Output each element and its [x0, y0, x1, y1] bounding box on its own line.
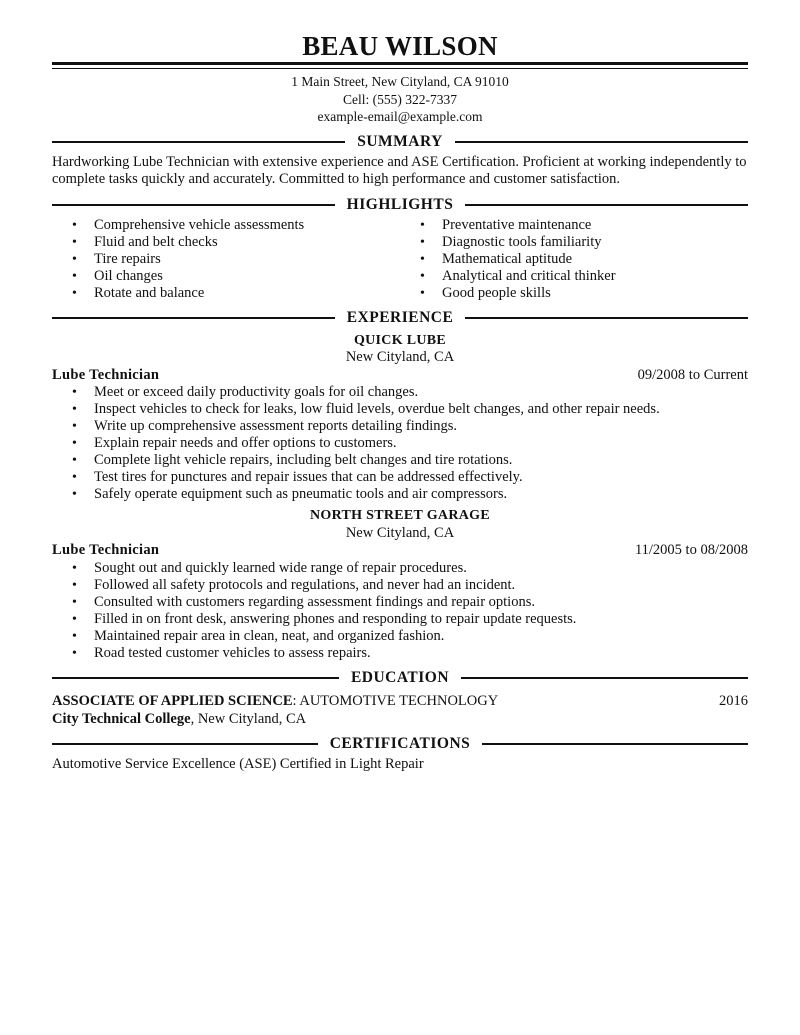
certifications-heading	[52, 734, 748, 754]
summary-text: Hardworking Lube Technician with extensive experience and ASE Certification. Proficient at working independently to complete tasks quickly and accurately. Committed to high performance and customer satisfaction.	[52, 153, 747, 187]
highlight-item: • Comprehensive vehicle assessments	[94, 217, 400, 234]
highlight-item: • Good people skills	[442, 285, 748, 302]
certifications-title: CERTIFICATIONS	[329, 734, 471, 752]
job-duty: • Sought out and quickly learned wide range of repair procedures.	[94, 560, 748, 577]
job-duties-list	[52, 384, 748, 503]
job-entry	[52, 332, 748, 504]
job-title: Lube Technician	[52, 542, 160, 558]
job-company: NORTH STREET GARAGE	[310, 508, 490, 523]
job-duties-list	[52, 560, 748, 662]
section-rule-right	[465, 204, 748, 206]
highlights-title: HIGHLIGHTS	[346, 195, 454, 213]
job-entry	[52, 507, 748, 662]
job-duty: • Explain repair needs and offer options to customers.	[94, 435, 748, 452]
education-degree-row	[52, 692, 748, 710]
contact-phone: Cell: (555) 322-7337	[343, 91, 457, 107]
job-duty: • Complete light vehicle repairs, including belt changes and tire rotations.	[94, 452, 748, 469]
section-rule-left	[52, 743, 318, 745]
education-school: City Technical College	[52, 710, 191, 727]
section-rule-right	[455, 141, 748, 143]
highlight-item: • Tire repairs	[94, 251, 400, 268]
job-duty: • Maintained repair area in clean, neat, and organized fashion.	[94, 628, 748, 645]
contact-address: 1 Main Street, New Cityland, CA 91010	[291, 74, 509, 89]
section-rule-left	[52, 317, 335, 319]
highlight-item: • Fluid and belt checks	[94, 234, 400, 251]
job-dates: 11/2005 to 08/2008	[634, 542, 748, 558]
job-title-row	[52, 367, 748, 385]
section-rule-right	[482, 743, 748, 745]
summary-heading	[52, 132, 748, 152]
highlights-columns	[52, 217, 748, 302]
education-degree-line	[52, 692, 498, 710]
education-school-location: , New Cityland, CA	[190, 710, 307, 727]
job-location: New Cityland, CA	[345, 349, 455, 365]
highlights-heading	[52, 195, 748, 215]
highlights-right-list	[400, 217, 748, 302]
experience-title: EXPERIENCE	[346, 308, 454, 326]
highlight-item: • Rotate and balance	[94, 285, 400, 302]
section-rule-left	[52, 204, 335, 206]
section-rule-right	[461, 677, 748, 679]
highlight-item: • Oil changes	[94, 268, 400, 285]
highlight-item: • Diagnostic tools familiarity	[442, 234, 748, 251]
education-heading	[52, 668, 748, 688]
certification-text: Automotive Service Excellence (ASE) Certified in Light Repair	[52, 755, 424, 772]
job-duty: • Safely operate equipment such as pneumatic tools and air compressors.	[94, 486, 748, 503]
education-degree: ASSOCIATE OF APPLIED SCIENCE	[52, 692, 293, 709]
section-rule-right	[465, 317, 748, 319]
experience-heading	[52, 308, 748, 328]
highlight-item: • Analytical and critical thinker	[442, 268, 748, 285]
header-divider	[52, 62, 748, 69]
education-field: : AUTOMOTIVE TECHNOLOGY	[292, 692, 499, 709]
job-duty: • Consulted with customers regarding assessment findings and repair options.	[94, 594, 748, 611]
candidate-name: BEAU WILSON	[302, 31, 498, 61]
resume-page	[52, 0, 748, 773]
job-duty: • Test tires for punctures and repair issues that can be addressed effectively.	[94, 469, 748, 486]
section-rule-left	[52, 141, 345, 143]
job-duty: • Followed all safety protocols and regulations, and never had an incident.	[94, 577, 748, 594]
highlight-item: • Preventative maintenance	[442, 217, 748, 234]
job-dates: 09/2008 to Current	[637, 366, 748, 383]
job-duty: • Inspect vehicles to check for leaks, low fluid levels, overdue belt changes, and other repair needs.	[94, 401, 748, 418]
education-year: 2016	[719, 692, 748, 709]
job-duty: • Write up comprehensive assessment reports detailing findings.	[94, 418, 748, 435]
job-location: New Cityland, CA	[345, 524, 455, 541]
job-duty: • Road tested customer vehicles to assess repairs.	[94, 645, 748, 662]
contact-email: example-email@example.com	[317, 109, 483, 124]
job-duty: • Filled in on front desk, answering phones and responding to repair update requests.	[94, 611, 748, 628]
education-school-line	[52, 710, 748, 728]
highlight-item: • Mathematical aptitude	[442, 251, 748, 268]
contact-block	[52, 73, 748, 126]
education-title: EDUCATION	[350, 668, 450, 686]
summary-title: SUMMARY	[357, 132, 443, 150]
section-rule-left	[52, 677, 339, 679]
job-duty: • Meet or exceed daily productivity goals for oil changes.	[94, 384, 748, 401]
highlights-left-list	[52, 217, 400, 302]
job-title: Lube Technician	[52, 366, 160, 383]
job-title-row	[52, 542, 748, 560]
job-company: QUICK LUBE	[353, 332, 447, 348]
